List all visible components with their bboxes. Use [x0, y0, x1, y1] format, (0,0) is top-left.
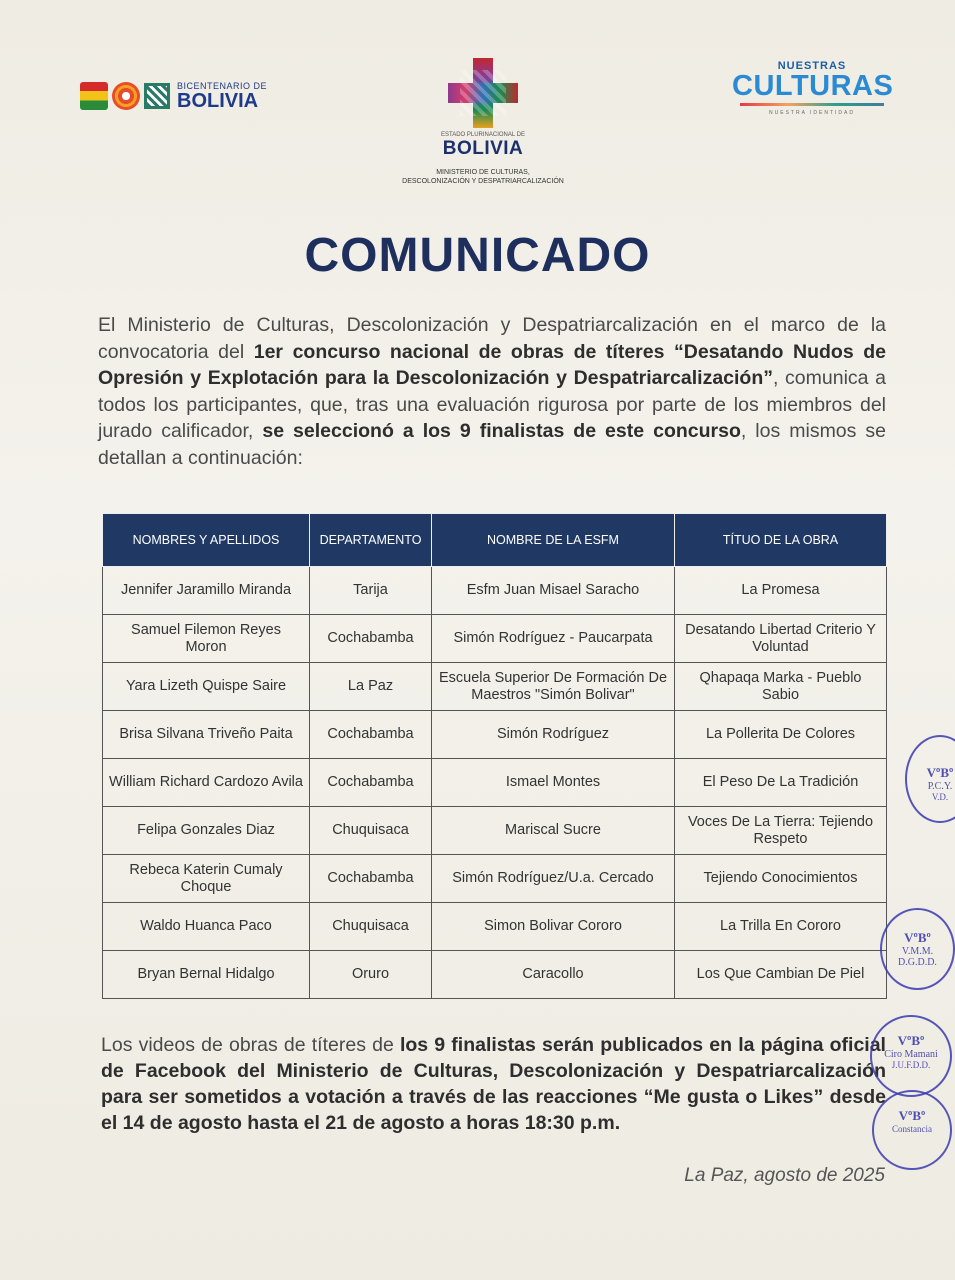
- cell-work: La Pollerita De Colores: [675, 711, 887, 759]
- seal-3-line: Ciro Mamani: [884, 1049, 938, 1060]
- intro-paragraph: [98, 312, 886, 471]
- header-names: NOMBRES Y APELLIDOS: [103, 514, 310, 567]
- header-esfm: NOMBRE DE LA ESFM: [432, 514, 675, 567]
- table-row: [103, 903, 887, 951]
- cell-name: Felipa Gonzales Diaz: [103, 807, 310, 855]
- spiral-icon: [112, 82, 140, 110]
- cell-department: Tarija: [310, 567, 432, 615]
- stamp-seal-3: [870, 1015, 952, 1097]
- cell-work: Qhapaqa Marka - Pueblo Sabio: [675, 663, 887, 711]
- cell-work: Los Que Cambian De Piel: [675, 951, 887, 999]
- cell-department: Chuquisaca: [310, 903, 432, 951]
- cell-department: Chuquisaca: [310, 807, 432, 855]
- stamp-seal-2: [880, 908, 955, 990]
- cell-esfm: Simón Rodríguez - Paucarpata: [432, 615, 675, 663]
- table-row: [103, 567, 887, 615]
- cell-work: El Peso De La Tradición: [675, 759, 887, 807]
- cell-department: Cochabamba: [310, 855, 432, 903]
- cell-work: Desatando Libertad Criterio Y Voluntad: [675, 615, 887, 663]
- color-bar: [740, 103, 884, 106]
- bicentenario-small-text: BICENTENARIO DE: [177, 80, 268, 91]
- header-title: TÍTUO DE LA OBRA: [675, 514, 887, 567]
- cell-esfm: Ismael Montes: [432, 759, 675, 807]
- table-header-row: [103, 514, 887, 567]
- cell-department: Oruro: [310, 951, 432, 999]
- ministry-logo: [393, 58, 573, 186]
- closing-text: Los videos de obras de títeres de: [101, 1034, 400, 1056]
- seal-2-sub: D.G.D.D.: [898, 957, 937, 968]
- cell-esfm: Escuela Superior De Formación De Maestros "Simón Bolivar": [432, 663, 675, 711]
- culturas-text: CULTURAS: [732, 70, 894, 102]
- cell-work: La Promesa: [675, 567, 887, 615]
- cell-name: Bryan Bernal Hidalgo: [103, 951, 310, 999]
- closing-paragraph: [101, 1032, 886, 1136]
- date-line: La Paz, agosto de 2025: [684, 1165, 885, 1186]
- cell-name: Jennifer Jaramillo Miranda: [103, 567, 310, 615]
- table-row: [103, 951, 887, 999]
- ministry-line-1: MINISTERIO DE CULTURAS,: [436, 169, 530, 176]
- cell-work: Tejiendo Conocimientos: [675, 855, 887, 903]
- cell-esfm: Esfm Juan Misael Saracho: [432, 567, 675, 615]
- seal-1-sub: V.D.: [931, 792, 949, 802]
- table-row: [103, 663, 887, 711]
- bicentenario-logo: [80, 80, 267, 112]
- estado-text: ESTADO PLURINACIONAL DE: [440, 132, 526, 138]
- bolivia-flag-icon: [80, 82, 108, 110]
- table-row: [103, 855, 887, 903]
- table-row: [103, 807, 887, 855]
- chakana-icon: [448, 58, 518, 128]
- stamp-seal-1: [905, 735, 955, 823]
- nuestras-culturas-logo: [732, 60, 892, 116]
- seal-2-vobo: VºBº: [904, 930, 931, 945]
- stamp-seal-4: [872, 1090, 952, 1170]
- cell-department: La Paz: [310, 663, 432, 711]
- seal-2-line: V.M.M.: [901, 946, 934, 957]
- seal-1-line: P.C.Y.: [927, 781, 953, 792]
- cell-department: Cochabamba: [310, 615, 432, 663]
- cell-department: Cochabamba: [310, 759, 432, 807]
- table-row: [103, 615, 887, 663]
- cell-name: Waldo Huanca Paco: [103, 903, 310, 951]
- cell-esfm: Simón Rodríguez/U.a. Cercado: [432, 855, 675, 903]
- ministry-line-2: DESCOLONIZACIÓN Y DESPATRIARCALIZACIÓN: [402, 178, 564, 186]
- cell-name: Brisa Silvana Triveño Paita: [103, 711, 310, 759]
- cell-esfm: Simon Bolivar Cororo: [432, 903, 675, 951]
- seal-4-vobo: VºBº: [898, 1108, 926, 1123]
- seal-1-vobo: VºBº: [926, 765, 954, 780]
- intro-text-3: , los mismos se detallan a continuación:: [98, 420, 887, 469]
- table-row: [103, 711, 887, 759]
- seal-3-sub: J.U.F.D.D.: [891, 1060, 931, 1070]
- pattern-icon: [144, 83, 170, 109]
- nuestras-text: NUESTRAS: [777, 60, 847, 72]
- cell-work: La Trilla En Cororo: [675, 903, 887, 951]
- finalists-table: [102, 513, 887, 999]
- identidad-text: NUESTRA IDENTIDAD: [769, 110, 855, 116]
- intro-text-2: , comunica a todos los participantes, que, tras una evaluación rigurosa por parte de los miembros del jurado calificador,: [98, 367, 886, 442]
- intro-text-1: El Ministerio de Culturas, Descolonización y Despatriarcalización en el marco de la convocatoria del: [98, 314, 886, 363]
- bolivia-text: BOLIVIA: [442, 138, 524, 159]
- cell-work: Voces De La Tierra: Tejiendo Respeto: [675, 807, 887, 855]
- cell-esfm: Mariscal Sucre: [432, 807, 675, 855]
- bicentenario-big-text: BOLIVIA: [177, 89, 259, 112]
- seal-3-vobo: VºBº: [897, 1033, 925, 1048]
- seal-4-line: Constancia: [892, 1124, 932, 1134]
- cell-name: William Richard Cardozo Avila: [103, 759, 310, 807]
- intro-bold-1: 1er concurso nacional de obras de títeres “Desatando Nudos de Opresión y Explotación para la Descolonización y Despatriarcalización”: [98, 340, 887, 389]
- cell-name: Rebeca Katerin Cumaly Choque: [103, 855, 310, 903]
- cell-esfm: Caracollo: [432, 951, 675, 999]
- intro-bold-2: se seleccionó a los 9 finalistas de este concurso: [262, 420, 741, 442]
- page-title: COMUNICADO: [304, 229, 651, 282]
- cell-esfm: Simón Rodríguez: [432, 711, 675, 759]
- closing-bold: los 9 finalistas serán publicados en la página oficial de Facebook del Ministerio de Culturas, Descolonización y Despatriarcalización para ser sometidos a votación a través de las reacciones “Me gusta o Likes” desde el 14 de agosto hasta el 21 de agosto a horas 18:30 p.m.: [101, 1034, 886, 1134]
- cell-name: Samuel Filemon Reyes Moron: [103, 615, 310, 663]
- header-department: DEPARTAMENTO: [310, 514, 432, 567]
- table-row: [103, 759, 887, 807]
- cell-name: Yara Lizeth Quispe Saire: [103, 663, 310, 711]
- cell-department: Cochabamba: [310, 711, 432, 759]
